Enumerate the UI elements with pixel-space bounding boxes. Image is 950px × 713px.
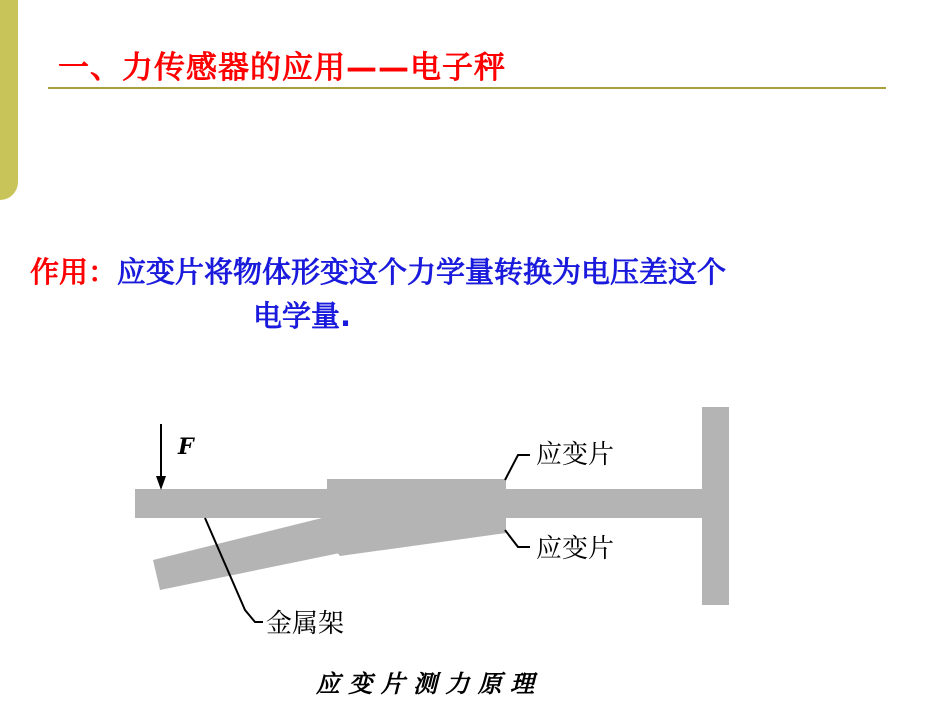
slide-title: 一、力传感器的应用——电子秤 bbox=[58, 50, 506, 86]
force-label: F bbox=[178, 434, 194, 460]
vertical-support bbox=[702, 407, 729, 605]
lower-arm bbox=[153, 516, 340, 590]
top-gauge-leader bbox=[505, 455, 530, 480]
description-label: 作用： bbox=[30, 255, 118, 289]
diagram-caption: 应 变 片 测 力 原 理 bbox=[316, 669, 535, 698]
bottom-gauge-label: 应变片 bbox=[536, 534, 615, 564]
top-gauge-label: 应变片 bbox=[536, 440, 615, 470]
description-line-2: 电学量. bbox=[253, 299, 352, 333]
force-arrow-head bbox=[156, 476, 166, 490]
description-line-1: 应变片将物体形变这个力学量转换为电压差这个 bbox=[117, 255, 727, 289]
bottom-gauge-leader bbox=[505, 530, 530, 547]
strain-gauge-block bbox=[327, 479, 506, 556]
metal-frame-label: 金属架 bbox=[266, 609, 345, 639]
